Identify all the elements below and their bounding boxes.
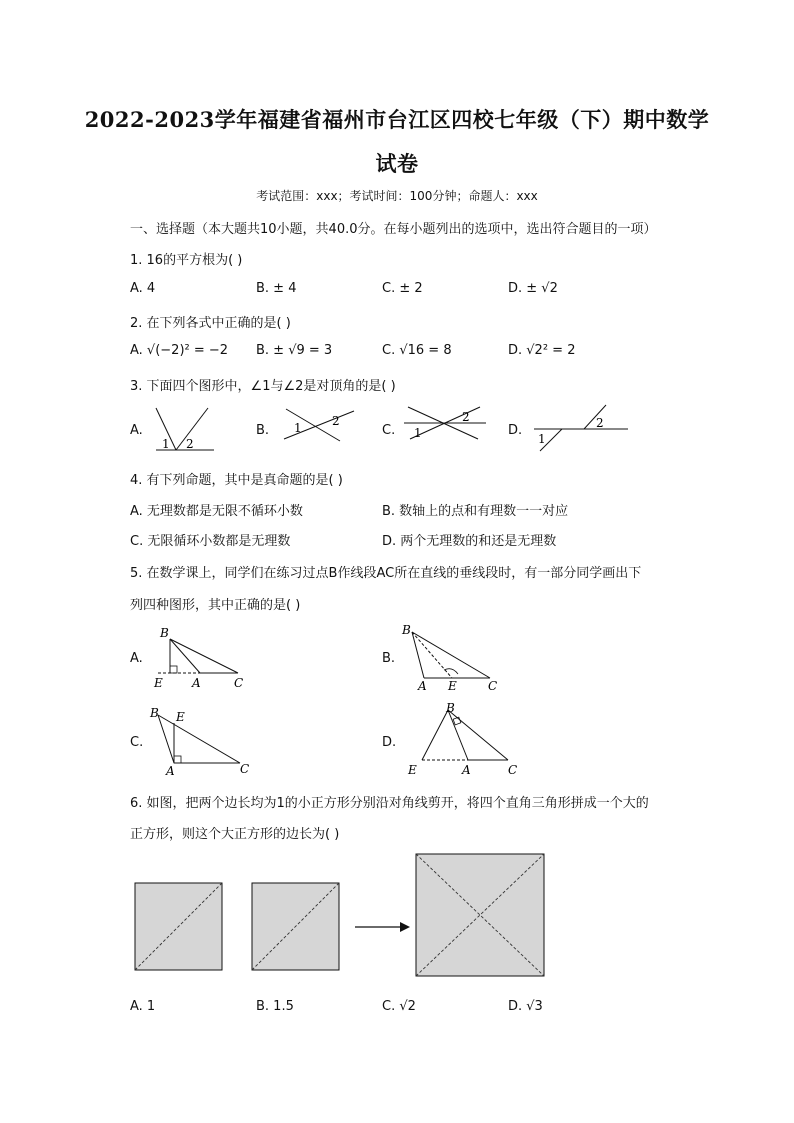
q2-stem: 2. 在下列各式中正确的是( ): [130, 316, 291, 331]
point-c-label: C: [240, 762, 250, 776]
angle-1-label: 1: [294, 421, 302, 435]
q1-option-d[interactable]: D. ± √2: [508, 281, 558, 296]
q5-option-d[interactable]: D.: [382, 735, 397, 750]
point-b-label: B: [160, 626, 169, 640]
q2-option-b[interactable]: B. ± √9 = 3: [256, 343, 333, 358]
q5-stem-line-2: 列四种图形，其中正确的是( ): [130, 598, 301, 613]
q4-option-a[interactable]: A. 无理数都是无限不循环小数: [130, 504, 303, 519]
q2-option-a[interactable]: A. √(−2)² = −2: [130, 343, 229, 358]
point-c-label: C: [488, 679, 498, 692]
point-b-label: B: [446, 701, 455, 715]
q1-option-a[interactable]: A. 4: [130, 281, 156, 296]
q5-figure-b: [398, 620, 508, 692]
q4-option-c[interactable]: C. 无限循环小数都是无理数: [130, 534, 291, 549]
q6-option-c[interactable]: C. √2: [382, 999, 416, 1014]
q4-option-b[interactable]: B. 数轴上的点和有理数一一对应: [382, 504, 569, 519]
point-a-label: A: [166, 764, 175, 778]
q6-option-d[interactable]: D. √3: [508, 999, 543, 1014]
point-a-label: A: [418, 679, 427, 692]
title-line-1: 2022-2023学年福建省福州市台江区四校七年级（下）期中数学: [84, 107, 710, 132]
q3-option-a[interactable]: A.: [130, 423, 143, 438]
q5-option-c[interactable]: C.: [130, 735, 144, 750]
point-b-label: B: [150, 706, 159, 720]
q3-figure-b: [280, 405, 360, 445]
angle-1-label: 1: [162, 437, 170, 451]
section-heading: 一、选择题（本大题共10小题，共40.0分。在每小题列出的选项中，选出符合题目的一项）: [130, 222, 657, 237]
q6-option-b[interactable]: B. 1.5: [256, 999, 294, 1014]
q2-option-c[interactable]: C. √16 = 8: [382, 343, 452, 358]
q4-option-d[interactable]: D. 两个无理数的和还是无理数: [382, 534, 557, 549]
point-e-label: E: [176, 710, 185, 724]
q1-stem: 1. 16的平方根为( ): [130, 253, 243, 268]
arrow-head: [400, 922, 410, 932]
exam-info: 考试范围：xxx；考试时间：100分钟；命题人：xxx: [256, 189, 538, 203]
q5-figure-c: [146, 703, 256, 779]
q6-stem-line-2: 正方形，则这个大正方形的边长为( ): [130, 827, 340, 842]
angle-1-label: 1: [538, 432, 546, 446]
point-e-label: E: [408, 763, 417, 777]
title-line-2: 试卷: [375, 151, 419, 176]
angle-2-label: 2: [332, 414, 340, 428]
q5-stem-line-1: 5. 在数学课上，同学们在练习过点B作线段AC所在直线的垂线段时，有一部分同学画出下: [130, 566, 642, 581]
q3-option-b[interactable]: B.: [256, 423, 270, 438]
q1-option-c[interactable]: C. ± 2: [382, 281, 423, 296]
q2-option-d[interactable]: D. √2² = 2: [508, 343, 576, 358]
q5-option-b[interactable]: B.: [382, 651, 396, 666]
q3-figure-a: [150, 404, 220, 454]
q5-option-a[interactable]: A.: [130, 651, 143, 666]
angle-1-label: 1: [414, 426, 422, 440]
point-e-label: E: [154, 676, 163, 690]
q5-figure-a: [150, 625, 260, 693]
point-c-label: C: [234, 676, 244, 690]
point-a-label: A: [192, 676, 201, 690]
point-c-label: C: [508, 763, 518, 777]
angle-2-label: 2: [596, 416, 604, 430]
q4-stem: 4. 有下列命题，其中是真命题的是( ): [130, 473, 343, 488]
q3-figure-c: [400, 403, 490, 443]
q5-figure-d: [404, 700, 528, 780]
q3-stem: 3. 下面四个图形中，∠1与∠2是对顶角的是( ): [130, 379, 396, 394]
point-e-label: E: [448, 679, 457, 692]
q6-stem-line-1: 6. 如图，把两个边长均为1的小正方形分别沿对角线剪开，将四个直角三角形拼成一个大的: [130, 796, 649, 811]
angle-2-label: 2: [186, 437, 194, 451]
q3-option-c[interactable]: C.: [382, 423, 396, 438]
q3-option-d[interactable]: D.: [508, 423, 523, 438]
point-a-label: A: [462, 763, 471, 777]
q6-figure: [130, 850, 550, 980]
angle-2-label: 2: [462, 410, 470, 424]
q3-figure-d: [532, 403, 632, 453]
point-b-label: B: [402, 623, 411, 637]
q1-option-b[interactable]: B. ± 4: [256, 281, 297, 296]
q6-option-a[interactable]: A. 1: [130, 999, 156, 1014]
